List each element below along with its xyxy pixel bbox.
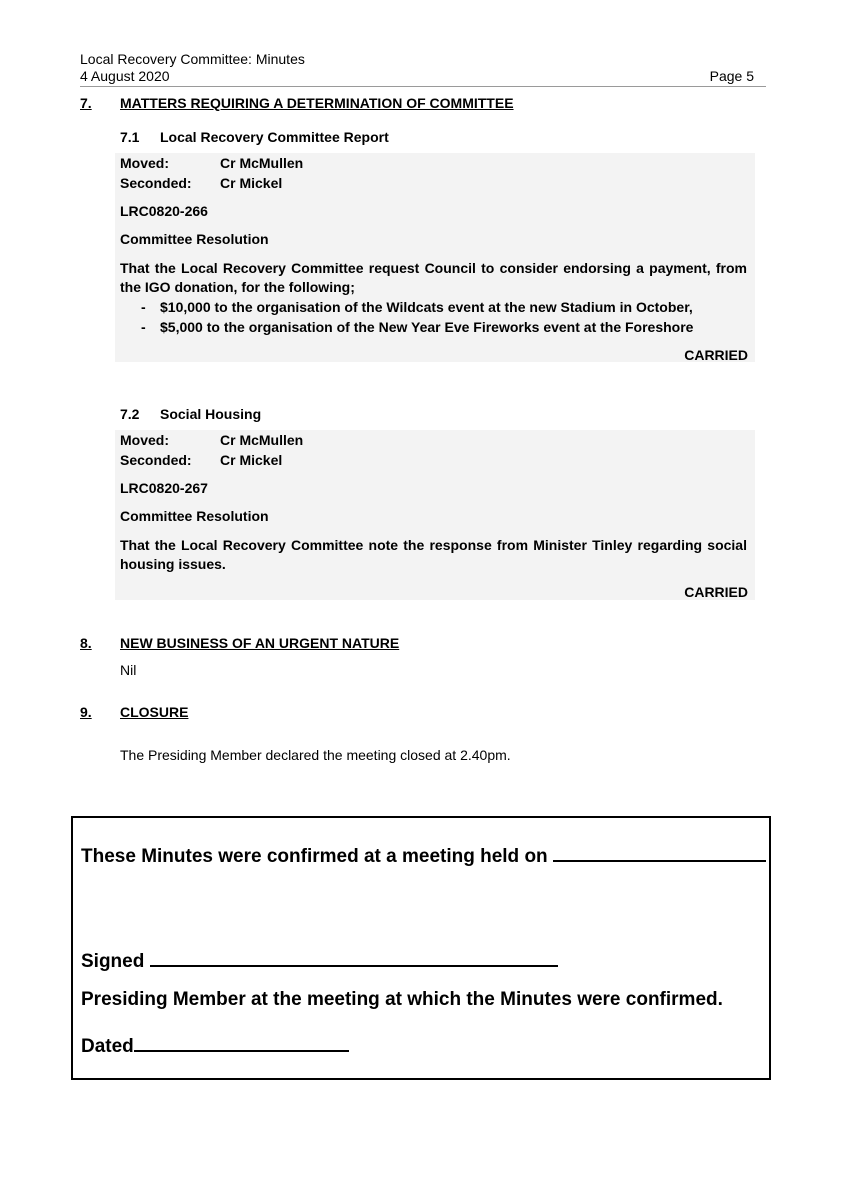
outcome-carried: CARRIED (684, 347, 748, 363)
presiding-text: Presiding Member at the meeting at which the Minutes were confirmed. (81, 989, 723, 1010)
section-9-body: The Presiding Member declared the meeting closed at 2.40pm. (120, 747, 511, 763)
dated-blank[interactable] (134, 1032, 349, 1052)
item-7-1-number: 7.1 (120, 129, 140, 145)
seconded-label: Seconded: (120, 452, 192, 468)
meeting-date: 4 August 2020 (80, 68, 170, 84)
dated-line (81, 1032, 349, 1058)
item-7-2-title: Social Housing (160, 406, 262, 422)
seconded-value: Cr Mickel (220, 175, 283, 191)
resolution-heading: Committee Resolution (120, 508, 269, 524)
resolution-heading: Committee Resolution (120, 231, 269, 247)
signed-label: Signed (81, 951, 145, 972)
moved-label: Moved: (120, 432, 169, 448)
section-7-number: 7. (80, 95, 92, 111)
item-7-1-title: Local Recovery Committee Report (160, 129, 389, 145)
seconded-value: Cr Mickel (220, 452, 283, 468)
section-8-number: 8. (80, 635, 92, 651)
confirmed-text: These Minutes were confirmed at a meeting held on (81, 846, 548, 867)
header-divider (80, 86, 766, 87)
outcome-carried: CARRIED (684, 584, 748, 600)
section-9-title: CLOSURE (120, 704, 189, 720)
confirmation-box (71, 816, 771, 1080)
confirmed-date-blank[interactable] (553, 842, 766, 862)
moved-label: Moved: (120, 155, 169, 171)
moved-value: Cr McMullen (220, 432, 304, 448)
resolution-ref: LRC0820-267 (120, 480, 208, 496)
bullet-item: $5,000 to the organisation of the New Year Eve Fireworks event at the Foreshore (160, 319, 694, 335)
item-7-2-number: 7.2 (120, 406, 140, 422)
seconded-label: Seconded: (120, 175, 192, 191)
page-number: Page 5 (709, 68, 754, 84)
resolution-ref: LRC0820-266 (120, 203, 208, 219)
section-9-number: 9. (80, 704, 92, 720)
section-7-title: MATTERS REQUIRING A DETERMINATION OF COMMITTEE (120, 95, 514, 111)
moved-value: Cr McMullen (220, 155, 304, 171)
bullet-item: $10,000 to the organisation of the Wildcats event at the new Stadium in October, (160, 299, 693, 315)
bullet-dash: - (141, 319, 146, 335)
section-8-body: Nil (120, 662, 137, 678)
document-title: Local Recovery Committee: Minutes (80, 51, 305, 67)
section-8-title: NEW BUSINESS OF AN URGENT NATURE (120, 635, 400, 651)
bullet-dash: - (141, 299, 146, 315)
signed-line (81, 947, 558, 973)
resolution-text: That the Local Recovery Committee note the response from Minister Tinley regarding social housing issues. (120, 537, 747, 572)
confirmation-line (81, 842, 766, 868)
resolution-text: That the Local Recovery Committee request Council to consider endorsing a payment, from the IGO donation, for the following; (120, 260, 747, 295)
signature-blank[interactable] (150, 947, 558, 967)
dated-label: Dated (81, 1036, 134, 1057)
